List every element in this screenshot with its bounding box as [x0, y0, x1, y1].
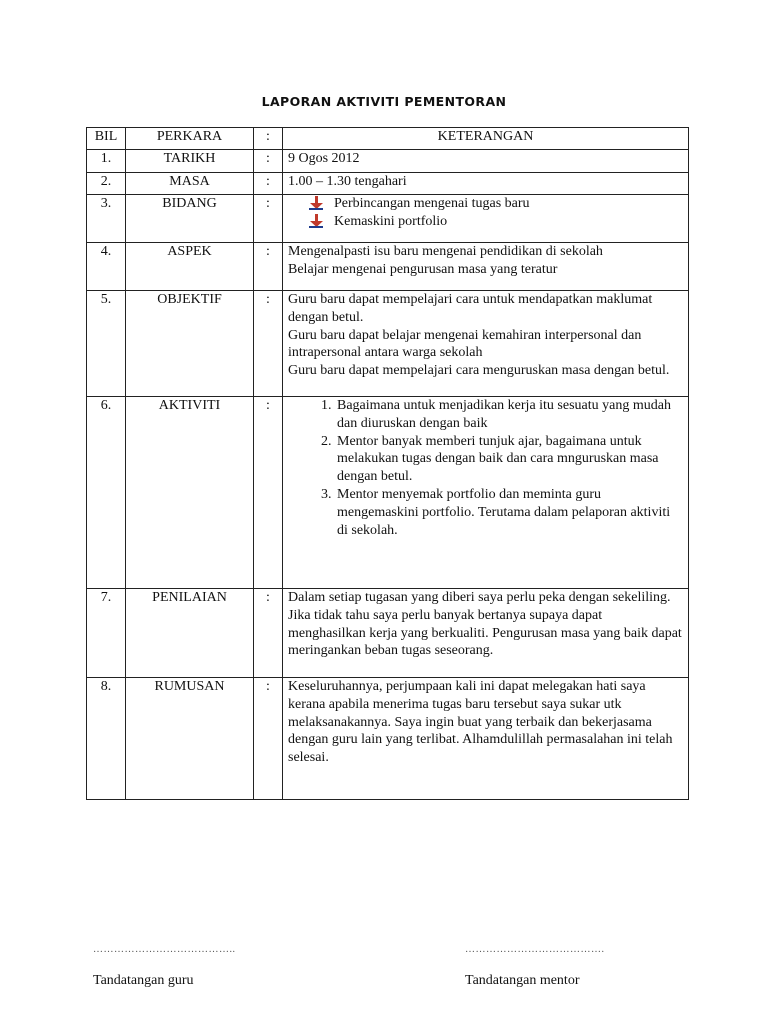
row-number: 2. [87, 173, 126, 195]
row-number: 1. [87, 150, 126, 173]
header-perkara: PERKARA [126, 128, 254, 150]
arrow-bullet-icon [308, 214, 324, 228]
row-separator: : [254, 150, 283, 173]
list-item: Perbincangan mengenai tugas baru [308, 195, 683, 213]
objektif-line: Guru baru dapat mempelajari cara menguruskan masa dengan betul. [288, 363, 670, 379]
aktiviti-list [288, 397, 683, 539]
guru-signature-line: ………………………………….. [93, 944, 236, 955]
row-label: RUMUSAN [126, 678, 254, 800]
row-number: 7. [87, 589, 126, 678]
page-title: LAPORAN AKTIVITI PEMENTORAN [261, 94, 507, 109]
row-separator: : [254, 291, 283, 397]
row-label: TARIKH [126, 150, 254, 173]
header-bil: BIL [87, 128, 126, 150]
list-item: 2. Mentor banyak memberi tunjuk ajar, bagaimana untuk melakukan tugas dengan baik dan cara mnguruskan masa dengan betul. [335, 433, 683, 486]
row-value: Keseluruhannya, perjumpaan kali ini dapat melegakan hati saya kerana apabila menerima tugas baru tersebut saya sukar utk melaksanakannya. Saya ingin buat yang terbaik dan bekerjasama dengan guru lain yang terlibat. Alhamdulillah permasalahan ini telah selesai. [283, 678, 689, 800]
report-table [86, 127, 689, 800]
row-separator: : [254, 678, 283, 800]
row-label: PENILAIAN [126, 589, 254, 678]
table-row-objektif [87, 291, 689, 397]
row-number: 6. [87, 397, 126, 589]
row-number: 5. [87, 291, 126, 397]
objektif-line: Guru baru dapat belajar mengenai kemahiran interpersonal dan intrapersonal antara warga sekolah [288, 327, 642, 361]
table-row-aktiviti [87, 397, 689, 589]
row-value: 1.00 – 1.30 tengahari [283, 173, 689, 195]
table-row-rumusan [87, 678, 689, 800]
header-separator: : [254, 128, 283, 150]
bidang-list [288, 195, 683, 231]
row-separator: : [254, 397, 283, 589]
row-label: AKTIVITI [126, 397, 254, 589]
row-separator: : [254, 243, 283, 291]
table-row-tarikh [87, 150, 689, 173]
list-item: 3. Mentor menyemak portfolio dan meminta guru mengemaskini portfolio. Terutama dalam pelaporan aktiviti di sekolah. [335, 486, 683, 539]
mentor-signature-label: Tandatangan mentor [465, 973, 580, 988]
table-row-aspek [87, 243, 689, 291]
table-row-penilaian [87, 589, 689, 678]
table-header-row [87, 128, 689, 150]
row-value [283, 397, 689, 589]
mentor-signature-line: …………………………………. [465, 944, 605, 955]
table-row-bidang [87, 195, 689, 243]
row-label: OBJEKTIF [126, 291, 254, 397]
row-value: Dalam setiap tugasan yang diberi saya perlu peka dengan sekeliling. Jika tidak tahu saya perlu banyak bertanya supaya dapat menghasilkan kerja yang berkualiti. Pengurusan masa yang baik dapat meringankan beban tugas seseorang. [283, 589, 689, 678]
list-item: 1. Bagaimana untuk menjadikan kerja itu sesuatu yang mudah dan diuruskan dengan baik [335, 397, 683, 433]
row-label: ASPEK [126, 243, 254, 291]
list-item: Kemaskini portfolio [308, 213, 683, 231]
row-separator: : [254, 589, 283, 678]
row-number: 8. [87, 678, 126, 800]
row-number: 3. [87, 195, 126, 243]
row-value [283, 243, 689, 291]
row-value [283, 195, 689, 243]
row-value: 9 Ogos 2012 [283, 150, 689, 173]
objektif-line: Guru baru dapat mempelajari cara untuk mendapatkan maklumat dengan betul. [288, 292, 653, 325]
arrow-bullet-icon [308, 196, 324, 210]
aspek-line: Mengenalpasti isu baru mengenai pendidikan di sekolah [288, 244, 603, 259]
row-label: BIDANG [126, 195, 254, 243]
aspek-line: Belajar mengenai pengurusan masa yang teratur [288, 261, 558, 277]
row-separator: : [254, 173, 283, 195]
row-number: 4. [87, 243, 126, 291]
header-keterangan: KETERANGAN [283, 128, 689, 150]
row-separator: : [254, 195, 283, 243]
guru-signature-label: Tandatangan guru [93, 973, 194, 988]
table-row-masa [87, 173, 689, 195]
row-value [283, 291, 689, 397]
row-label: MASA [126, 173, 254, 195]
